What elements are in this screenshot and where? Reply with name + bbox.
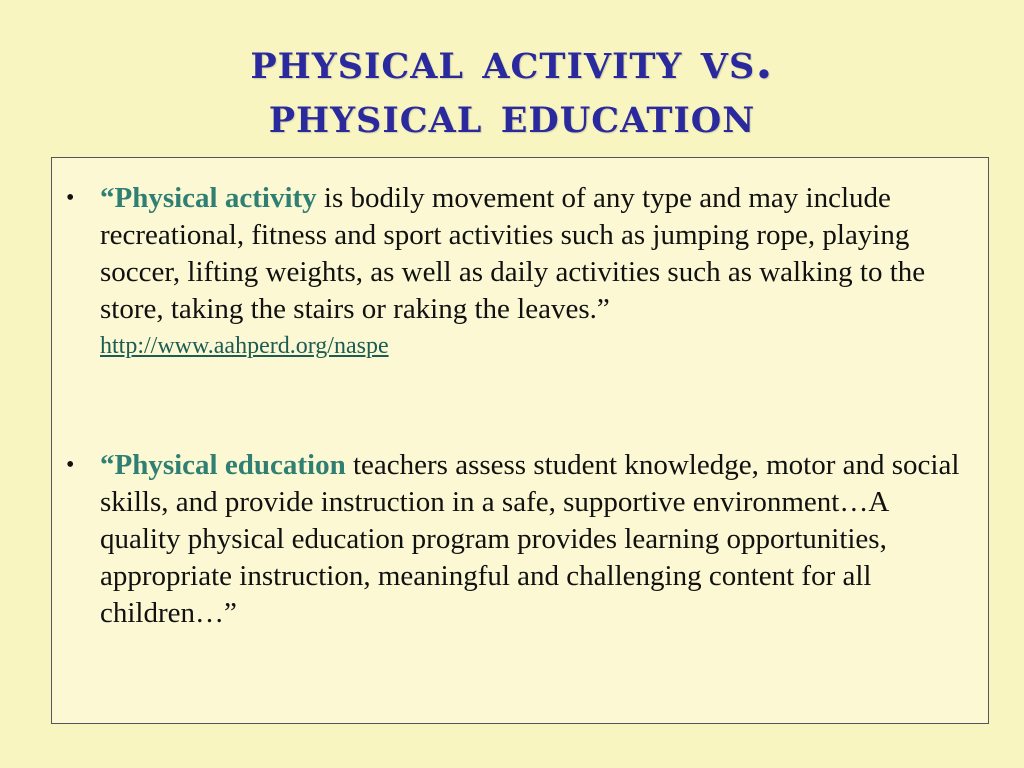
term-physical-education: Physical education [114, 449, 346, 481]
bullet-open-quote: “ [100, 182, 115, 214]
term-physical-activity: Physical activity [114, 182, 317, 214]
bullet-physical-activity [66, 180, 960, 362]
bullet-dot-icon: • [66, 452, 75, 478]
source-link[interactable]: http://www.aahperd.org/naspe [100, 333, 389, 359]
bullet-open-quote: “ [100, 449, 115, 481]
slide-title [0, 31, 1024, 144]
bullet-dot-icon: • [66, 185, 75, 211]
title-line-2: physical education [268, 85, 756, 144]
title-line-1: physical activity vs. [250, 31, 774, 90]
bullet-physical-education [66, 447, 960, 632]
bullet-text: teachers assess student knowledge, motor and social skills, and provide instruction in a safe, supportive environment…A quality physical education program provides learning opportunities, appropriate instruction, meaningful and challenging content for all children…” [100, 449, 960, 629]
content-box [51, 157, 989, 724]
bullet-text: is bodily movement of any type and may include recreational, fitness and sport activities such as jumping rope, playing soccer, lifting weights, as well as daily activities such as walking to the store, taking the stairs or raking the leaves.” [100, 182, 926, 325]
